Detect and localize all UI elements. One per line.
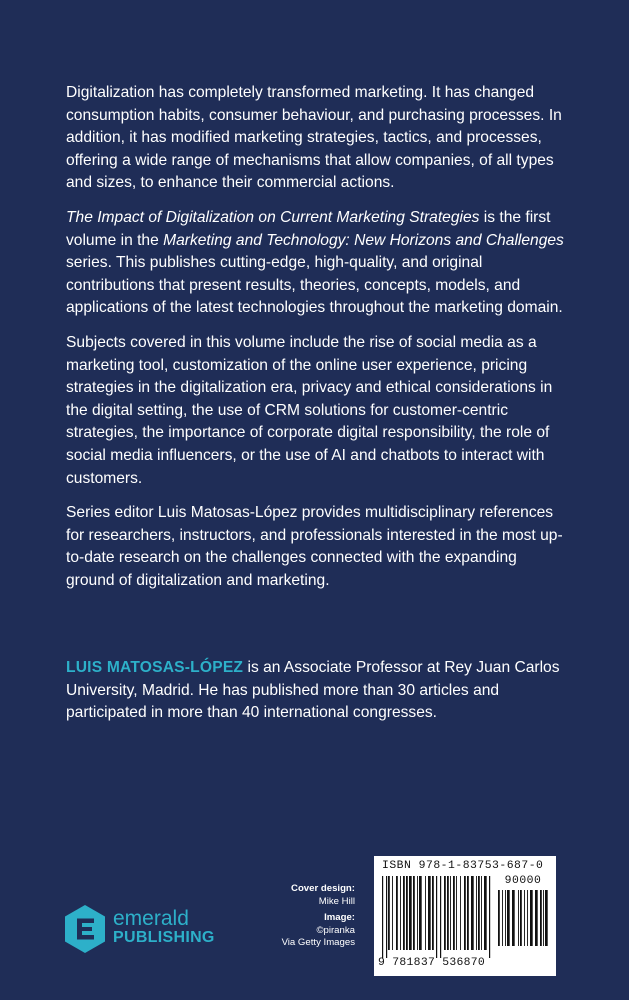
image-credit-source: ©piranka	[316, 924, 355, 936]
barcode-bar	[478, 876, 480, 950]
cover-credits	[240, 883, 355, 950]
barcode-bar	[447, 876, 449, 950]
barcode-bar	[460, 876, 461, 950]
barcode-bar	[409, 876, 412, 950]
barcode-bar	[403, 876, 405, 950]
barcode-bar	[530, 890, 533, 946]
barcode-bar	[543, 890, 544, 946]
barcode-bar	[419, 876, 422, 950]
isbn-barcode	[374, 856, 556, 976]
barcode-bar	[502, 890, 503, 946]
cover-designer-name: Mike Hill	[318, 895, 355, 907]
barcode-bar	[432, 876, 434, 950]
isbn-number: ISBN 978-1-83753-687-0	[382, 860, 544, 872]
author-bio-text: is an Associate Professor at Rey Juan Carlos University, Madrid. He has published more than 30 articles and participated in more than 40 international congresses.	[66, 659, 560, 722]
blurb-paragraph-1: Digitalization has completely transformed marketing. It has changed consumption habits, consumer behaviour, and purchasing processes. In addition, it has modified marketing strategies, tactics, and processes, offering a wide range of mechanisms that allow companies, of all types and sizes, to enhance their commercial actions.	[66, 84, 562, 192]
blurb-paragraph-3: Subjects covered in this volume include the rise of social media as a marketing tool, customization of the online user experience, pricing strategies in the digitalization era, privacy and ethical considerations in the digital setting, the use of CRM solutions for customer-centric strategies, the importance of corporate digital responsibility, the role of social media influencers, or the use of AI and chatbots to interact with customers.	[66, 333, 553, 487]
barcode-bar	[518, 890, 519, 946]
emerald-e-hexagon-icon	[63, 904, 107, 954]
barcode-addon-number: 90000	[504, 875, 542, 887]
barcode-bar	[425, 876, 426, 950]
barcode-bar	[507, 890, 510, 946]
author-bio	[66, 657, 566, 725]
series-title-italic: Marketing and Technology: New Horizons and Challenges	[163, 231, 564, 249]
blurb-text	[66, 82, 566, 604]
barcode-bar	[453, 876, 455, 950]
barcode-bar	[396, 876, 398, 950]
book-title-italic: The Impact of Digitalization on Current Marketing Strategies	[66, 208, 480, 226]
publisher-logo	[63, 902, 263, 962]
barcode-bar	[382, 876, 383, 958]
barcode-bar	[527, 890, 528, 946]
image-credit-label: Image:	[324, 912, 355, 923]
barcode-bar	[498, 890, 500, 946]
barcode-bar	[512, 890, 515, 946]
blurb-paragraph-2-part-a: is the first volume in the	[66, 208, 551, 249]
barcode-bar	[524, 890, 525, 946]
barcode-bar	[428, 876, 431, 950]
ean-number: 9 781837 536870	[378, 957, 486, 969]
barcode-bar	[476, 876, 477, 950]
barcode-bar	[417, 876, 418, 950]
blurb-paragraph-2	[66, 207, 566, 320]
publisher-name-top: emerald	[113, 907, 189, 930]
publisher-name-bottom: PUBLISHING	[113, 929, 215, 946]
barcode-bar	[467, 876, 469, 950]
barcode-bar	[481, 876, 482, 950]
barcode-bar	[386, 876, 387, 958]
blurb-paragraph-2-part-b: series. This publishes cutting-edge, high-quality, and original contributions that present results, theories, concepts, models, and applications of the latest technologies throughout the marketing domain.	[66, 254, 563, 317]
addon-barcode-bars	[498, 890, 550, 954]
ean-barcode-bars	[382, 876, 494, 958]
barcode-bar	[400, 876, 401, 950]
barcode-bar	[464, 876, 466, 950]
barcode-bar	[484, 876, 487, 950]
barcode-bar	[545, 890, 548, 946]
barcode-bar	[450, 876, 451, 950]
barcode-bar	[440, 876, 441, 958]
barcode-bar	[456, 876, 457, 950]
barcode-bar	[535, 890, 538, 946]
barcode-bar	[444, 876, 446, 950]
barcode-bar	[436, 876, 437, 958]
barcode-bar	[406, 876, 408, 950]
barcode-bar	[392, 876, 393, 950]
barcode-bar	[388, 876, 390, 950]
barcode-bar	[505, 890, 506, 946]
barcode-bar	[540, 890, 542, 946]
cover-design-label: Cover design:	[291, 883, 355, 894]
image-credit-via: Via Getty Images	[281, 937, 355, 948]
barcode-bar	[413, 876, 415, 950]
author-name: LUIS MATOSAS-LÓPEZ	[66, 659, 244, 676]
barcode-bar	[520, 890, 522, 946]
barcode-bar	[489, 876, 490, 958]
barcode-bar	[471, 876, 474, 950]
blurb-paragraph-4: Series editor Luis Matosas-López provides multidisciplinary references for researchers, instructors, and professionals interested in the most up-to-date research on the challenges connected with the expanding ground of digitalization and marketing.	[66, 504, 563, 589]
